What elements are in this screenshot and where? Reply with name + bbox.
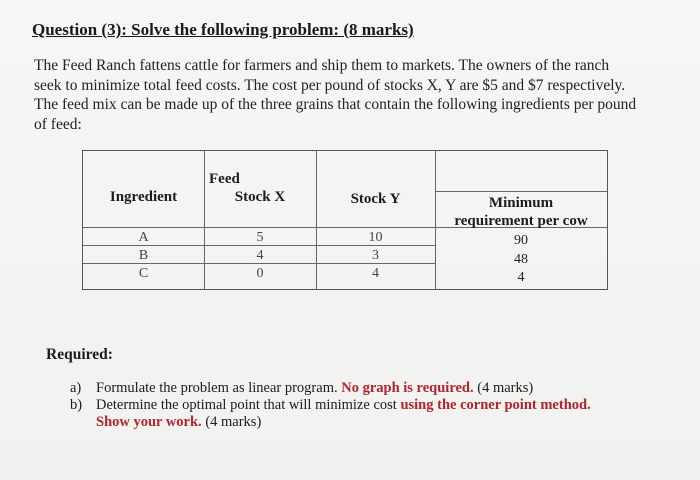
problem-statement (34, 56, 684, 134)
item-marks: (4 marks) (205, 414, 262, 430)
ingredient-b: B (138, 248, 149, 263)
cell-a-stock-y: 10 (368, 230, 383, 245)
cell-a-minimum: 90 (514, 233, 528, 248)
cell-b-stock-x: 4 (256, 248, 264, 263)
cell-b-minimum: 48 (514, 252, 528, 267)
statement-line: The feed mix can be made up of the three grains that contain the following ingredients per pound (34, 96, 637, 113)
required-heading: Required: (46, 346, 113, 363)
header-requirement: requirement per cow (454, 213, 588, 229)
statement-line: The Feed Ranch fattens cattle for farmers and ship them to markets. The owners of the ranch (34, 57, 610, 74)
ingredient-table (82, 150, 608, 290)
item-marker: b) (70, 397, 83, 413)
cell-c-stock-x: 0 (256, 266, 264, 281)
item-marks: (4 marks) (477, 380, 534, 396)
question-title: Question (3): Solve the following problem: (8 marks) (32, 20, 414, 39)
header-stock-x: Stock X (234, 189, 286, 205)
item-text: Determine the optimal point that will minimize cost (96, 397, 397, 413)
item-marker: a) (70, 380, 82, 396)
required-list (70, 380, 591, 431)
item-emphasis: using the corner point method. (400, 397, 591, 413)
header-minimum: Minimum (488, 195, 554, 211)
header-ingredient: Ingredient (109, 189, 178, 205)
list-item (70, 397, 591, 414)
cell-a-stock-x: 5 (256, 230, 264, 245)
cell-b-stock-y: 3 (372, 248, 379, 263)
statement-line: of feed: (34, 115, 82, 133)
cell-c-stock-y: 4 (372, 266, 379, 281)
ingredient-a: A (138, 230, 149, 245)
item-text: Formulate the problem as linear program. (96, 380, 338, 396)
item-emphasis: No graph is required. (341, 380, 474, 396)
item-emphasis: Show your work. (96, 414, 202, 430)
list-item-continuation (70, 414, 591, 431)
header-feed: Feed (209, 171, 240, 187)
statement-line: seek to minimize total feed costs. The cost per pound of stocks X, Y are $5 and $7 respectively. (34, 76, 626, 94)
cell-c-minimum: 4 (517, 270, 525, 285)
list-item (70, 380, 591, 397)
table-divider (435, 191, 607, 192)
header-stock-y: Stock Y (350, 191, 401, 207)
ingredient-c: C (138, 266, 149, 281)
